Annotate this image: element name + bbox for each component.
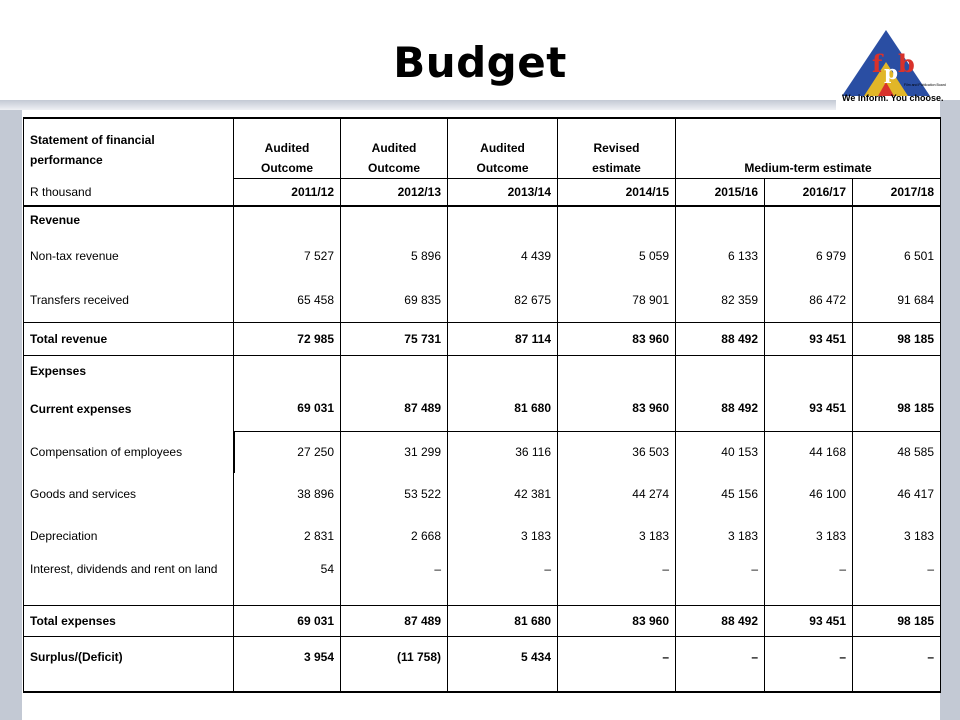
right-decor-band <box>940 100 960 720</box>
header-group-1-line2: Outcome <box>260 160 313 175</box>
svg-text:f: f <box>872 49 883 78</box>
cell: 81 680 <box>448 606 558 637</box>
cell: 54 <box>234 557 341 606</box>
table-row <box>24 473 941 515</box>
cell: 69 835 <box>341 278 448 323</box>
cell: – <box>676 637 765 693</box>
cell: 3 183 <box>448 515 558 557</box>
header-group-4 <box>558 118 676 178</box>
cell: 88 492 <box>676 606 765 637</box>
year-2012: 2012/13 <box>341 178 448 206</box>
cell: 81 680 <box>448 386 558 431</box>
cell: 78 901 <box>558 278 676 323</box>
cell: 6 501 <box>853 233 941 278</box>
cell: 42 381 <box>448 473 558 515</box>
cell: 6 979 <box>765 233 853 278</box>
table-row-current-expenses <box>24 386 941 431</box>
section-revenue: Revenue <box>24 206 234 233</box>
year-2017: 2017/18 <box>853 178 941 206</box>
svg-text:p: p <box>884 60 898 84</box>
cell: 27 250 <box>234 431 341 473</box>
cell: 38 896 <box>234 473 341 515</box>
header-group-4-line2: estimate <box>592 160 641 175</box>
table-row <box>24 557 941 606</box>
header-group-2-line1: Audited <box>371 140 417 155</box>
cell: 87 114 <box>448 323 558 356</box>
budget-table <box>23 117 941 693</box>
cell: 36 116 <box>448 431 558 473</box>
svg-text:b: b <box>898 49 915 78</box>
cell: 3 183 <box>853 515 941 557</box>
table-row-surplus <box>24 637 941 693</box>
table-row <box>24 233 941 278</box>
row-label: Transfers received <box>24 278 234 323</box>
cell: 83 960 <box>558 323 676 356</box>
svg-text:Film and Publication Board: Film and Publication Board <box>904 83 946 87</box>
cell: 31 299 <box>341 431 448 473</box>
header-group-3 <box>448 118 558 178</box>
cell: 5 896 <box>341 233 448 278</box>
year-2016: 2016/17 <box>765 178 853 206</box>
cell: 44 168 <box>765 431 853 473</box>
header-group-3-line2: Outcome <box>476 160 529 175</box>
cell: – <box>558 637 676 693</box>
cell: 53 522 <box>341 473 448 515</box>
cell: 87 489 <box>341 386 448 431</box>
logo-tagline: We inform. You choose. <box>842 93 944 103</box>
cell: 88 492 <box>676 386 765 431</box>
header-group-2-line2: Outcome <box>367 160 420 175</box>
header-group-2 <box>341 118 448 178</box>
section-expenses: Expenses <box>24 356 234 387</box>
table-row <box>24 431 941 473</box>
cell: 44 274 <box>558 473 676 515</box>
header-group-4-line1: Revised <box>593 140 640 155</box>
table-row <box>24 515 941 557</box>
cell: 7 527 <box>234 233 341 278</box>
header-group-1 <box>234 118 341 178</box>
cell: 83 960 <box>558 386 676 431</box>
cell: 93 451 <box>765 323 853 356</box>
header-label-cell <box>24 118 234 178</box>
cell: (11 758) <box>341 637 448 693</box>
cell: – <box>765 557 853 606</box>
header-group-1-line1: Audited <box>264 140 310 155</box>
cell: 87 489 <box>341 606 448 637</box>
cell: 72 985 <box>234 323 341 356</box>
cell: 3 954 <box>234 637 341 693</box>
cell: 83 960 <box>558 606 676 637</box>
cell: – <box>448 557 558 606</box>
row-label: Total revenue <box>24 323 234 356</box>
cell: 93 451 <box>765 386 853 431</box>
cell: – <box>853 557 941 606</box>
row-label: Current expenses <box>24 386 234 431</box>
cell: 36 503 <box>558 431 676 473</box>
cell: 82 675 <box>448 278 558 323</box>
cell: 82 359 <box>676 278 765 323</box>
cell: 75 731 <box>341 323 448 356</box>
cell: 93 451 <box>765 606 853 637</box>
cell: 2 831 <box>234 515 341 557</box>
cell: – <box>341 557 448 606</box>
top-decor-band <box>0 100 836 110</box>
cell: 69 031 <box>234 606 341 637</box>
header-group-3-line1: Audited <box>480 140 525 155</box>
cell: 91 684 <box>853 278 941 323</box>
cell: 98 185 <box>853 323 941 356</box>
year-2013: 2013/14 <box>448 178 558 206</box>
cell: 3 183 <box>676 515 765 557</box>
cell: 86 472 <box>765 278 853 323</box>
cell: 98 185 <box>853 606 941 637</box>
cell: 2 668 <box>341 515 448 557</box>
header-row-1 <box>24 118 941 178</box>
section-revenue-row <box>24 206 941 233</box>
cell: 45 156 <box>676 473 765 515</box>
cell: 69 031 <box>234 386 341 431</box>
cell: 3 183 <box>765 515 853 557</box>
header-unit: R thousand <box>24 178 234 206</box>
table-row-total-expenses <box>24 606 941 637</box>
cell: – <box>765 637 853 693</box>
row-label: Surplus/(Deficit) <box>24 637 234 693</box>
cell: 5 434 <box>448 637 558 693</box>
cell: 46 417 <box>853 473 941 515</box>
year-2014: 2014/15 <box>558 178 676 206</box>
cell: 6 133 <box>676 233 765 278</box>
row-label: Total expenses <box>24 606 234 637</box>
cell: 4 439 <box>448 233 558 278</box>
cell: 46 100 <box>765 473 853 515</box>
row-label: Interest, dividends and rent on land <box>24 557 234 606</box>
cell: – <box>676 557 765 606</box>
row-label: Goods and services <box>24 473 234 515</box>
section-expenses-row <box>24 356 941 387</box>
cell: 88 492 <box>676 323 765 356</box>
cell: – <box>853 637 941 693</box>
year-2015: 2015/16 <box>676 178 765 206</box>
left-decor-band <box>0 100 22 720</box>
cell: 65 458 <box>234 278 341 323</box>
header-mte: Medium-term estimate <box>676 118 941 178</box>
header-label-line1: Statement of financial performance <box>30 132 155 167</box>
header-row-2 <box>24 178 941 206</box>
cell: – <box>558 557 676 606</box>
cell: 98 185 <box>853 386 941 431</box>
cell: 48 585 <box>853 431 941 473</box>
table-row-total-revenue <box>24 323 941 356</box>
cell: 5 059 <box>558 233 676 278</box>
row-label: Non-tax revenue <box>24 233 234 278</box>
slide-title: Budget <box>393 38 567 87</box>
table-row <box>24 278 941 323</box>
row-label: Depreciation <box>24 515 234 557</box>
cell: 3 183 <box>558 515 676 557</box>
cell: 40 153 <box>676 431 765 473</box>
year-2011: 2011/12 <box>234 178 341 206</box>
row-label: Compensation of employees <box>24 431 234 473</box>
